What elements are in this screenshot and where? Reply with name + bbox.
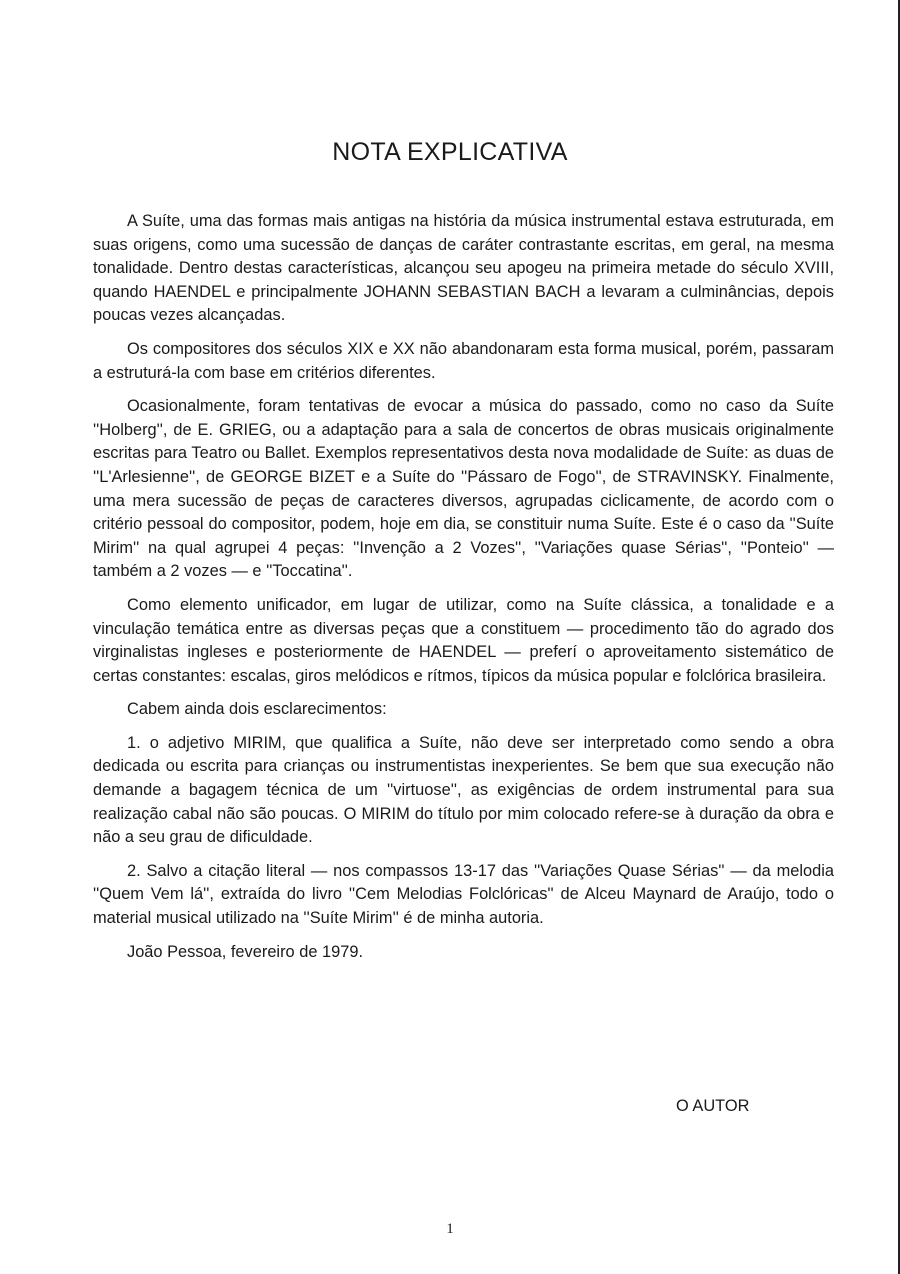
page-number: 1 — [446, 1221, 454, 1237]
paragraph-3: Ocasionalmente, foram tentativas de evocar a música do passado, como no caso da Suíte ''Holberg'', de E. GRIEG, ou a adaptação para a sala de concertos de obras musicais originalmente escritas para Teatro ou Ballet. Exemplos representativos desta nova modalidade de Suíte: as duas de ''L'Arlesienne'', de GEORGE BIZET e a Suíte do ''Pássaro de Fogo'', de STRAVINSKY. Finalmente, uma mera sucessão de peças de caracteres diversos, agrupadas ciclicamente, de acordo com o critério pessoal do compositor, podem, hoje em dia, se constituir numa Suíte. Este é o caso da ''Suíte Mirim'' na qual agrupei 4 peças: ''Invenção a 2 Vozes'', ''Variações quase Sérias'', ''Ponteio'' — também a 2 vozes — e ''Toccatina''. — [93, 397, 834, 581]
paragraph-7: 2. Salvo a citação literal — nos compassos 13-17 das ''Variações Quase Sérias'' — da melodia ''Quem Vem lá'', extraída do livro ''Cem Melodias Folclóricas'' de Alceu Maynard de Araújo, todo o material musical utilizado na ''Suíte Mirim'' é de minha autoria. — [93, 861, 834, 928]
paragraph-1: A Suíte, uma das formas mais antigas na história da música instrumental estava estruturada, em suas origens, como uma sucessão de danças de caráter contrastante escritas, em geral, na mesma tonalidade. Dentro destas características, alcançou seu apogeu na primeira metade do século XVIII, quando HAENDEL e principalmente JOHANN SEBASTIAN BACH a levaram a culminâncias, depois poucas vezes alcançadas. — [93, 212, 834, 325]
body-text — [93, 210, 834, 974]
paragraph-5: Cabem ainda dois esclarecimentos: — [127, 700, 387, 719]
paragraph-4: Como elemento unificador, em lugar de utilizar, como na Suíte clássica, a tonalidade e a vinculação temática entre as diversas peças que a constituem — procedimento tão do agrado dos virginalistas ingleses e posteriormente de HAENDEL — preferí o aproveitamento sistemático de certas constantes: escalas, giros melódicos e rítmos, típicos da música popular e folclórica brasileira. — [93, 595, 834, 685]
signature: O AUTOR — [676, 1097, 750, 1115]
page-title: NOTA EXPLICATIVA — [332, 138, 568, 166]
paragraph-2: Os compositores dos séculos XIX e XX não abandonaram esta forma musical, porém, passaram a estruturá-la com base em critérios diferentes. — [93, 339, 834, 382]
place-date: João Pessoa, fevereiro de 1979. — [127, 942, 363, 961]
paragraph-6: 1. o adjetivo MIRIM, que qualifica a Suíte, não deve ser interpretado como sendo a obra dedicada ou escrita para crianças ou instrumentistas inexperientes. Se bem que sua execução não demande a bagagem técnica de um ''virtuose'', as exigências de ordem instrumental para sua realização cabal não são poucas. O MIRIM do título por mim colocado refere-se à duração da obra e não a seu grau de dificuldade. — [93, 733, 834, 847]
